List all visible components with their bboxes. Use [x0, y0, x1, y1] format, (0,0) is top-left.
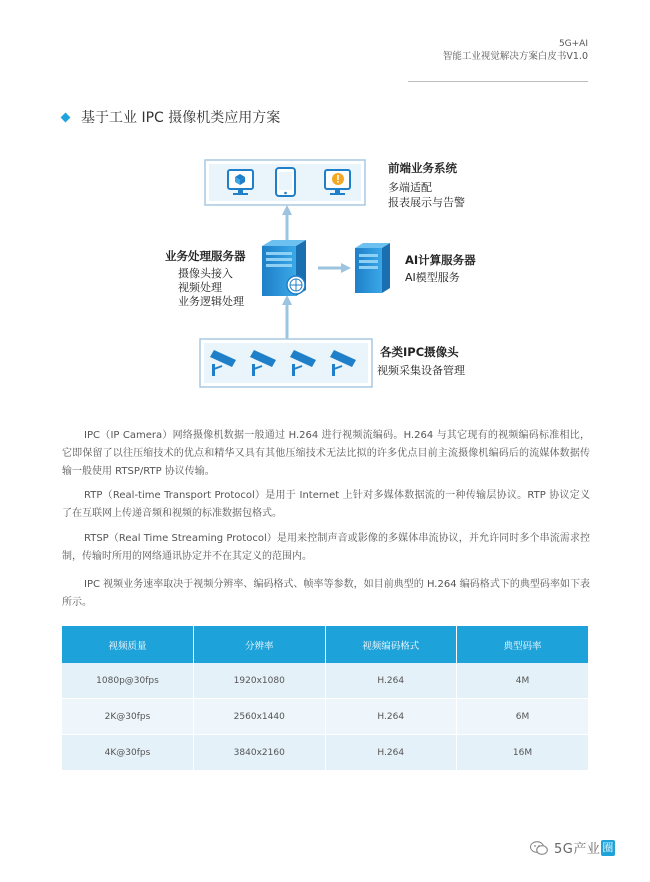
camera-title: 各类IPC摄像头 [380, 345, 459, 359]
ai-server-title: AI计算服务器 [405, 253, 476, 267]
table-cell: H.264 [325, 735, 457, 771]
server-line-1: 摄像头接入 [178, 267, 233, 280]
diagram-graphics [0, 0, 650, 400]
table-cell: 4K@30fps [62, 735, 194, 771]
front-end-title: 前端业务系统 [388, 161, 457, 175]
table-cell: 1920x1080 [194, 663, 326, 699]
paragraph-text: IPC（IP Camera）网络摄像机数据一般通过 H.264 进行视频流编码。H.264 与其它现有的视频编码标准相比，它即保留了以往压缩技术的优点和精华又具有其他压缩技术无法比拟的许多优点目前主流摄像机编码后的流媒体数据传输一般使用 RTSP/RTP 协议传输。 [62, 430, 590, 477]
footer-brand: 5G产业 [554, 842, 601, 857]
paragraph-rtp [62, 487, 590, 523]
header-tag: 5G+AI [558, 39, 588, 49]
front-end-line-1: 多端适配 [388, 181, 432, 194]
table-row [62, 663, 588, 699]
server-line-2: 视频处理 [178, 281, 222, 294]
front-end-line-2: 报表展示与告警 [388, 196, 465, 209]
table-cell: 1080p@30fps [62, 663, 194, 699]
server-line-3: 业务逻辑处理 [178, 295, 244, 308]
footer-badge [601, 840, 615, 856]
footer-badge-label: 圈 [602, 840, 614, 854]
table-row [62, 699, 588, 735]
wechat-icon [530, 841, 548, 855]
header-doc-title: 智能工业视觉解决方案白皮书V1.0 [442, 51, 588, 62]
paragraph-text: RTP（Real-time Transport Protocol）是用于 Internet 上针对多媒体数据流的一种传输层协议。RTP 协议定义了在互联网上传递音频和视频的标准数据包格式。 [62, 490, 590, 519]
paragraph-ipc [62, 427, 590, 481]
table-cell: H.264 [325, 663, 457, 699]
architecture-diagram [0, 0, 650, 400]
section-title: 基于工业 IPC 摄像机类应用方案 [81, 110, 281, 126]
camera-line-1: 视频采集设备管理 [377, 364, 465, 377]
ai-server-line-1: AI模型服务 [405, 271, 460, 284]
column-header: 典型码率 [457, 626, 589, 663]
paragraph-rtsp [62, 530, 590, 566]
table-cell: H.264 [325, 699, 457, 735]
server-title: 业务处理服务器 [165, 249, 246, 263]
paragraph-bitrate [62, 576, 590, 612]
table-cell: 3840x2160 [194, 735, 326, 771]
table-cell: 2560x1440 [194, 699, 326, 735]
table-header-row [62, 626, 588, 663]
bitrate-table [62, 626, 588, 771]
tablet-icon [276, 168, 295, 196]
table-row [62, 735, 588, 771]
table-cell: 16M [457, 735, 589, 771]
paragraph-text: RTSP（Real Time Streaming Protocol）是用来控制声音或影像的多媒体串流协议，并允许同时多个串流需求控制，传输时所用的网络通讯协定并不在其定义的范围内。 [62, 533, 590, 562]
table-cell: 6M [457, 699, 589, 735]
table-cell: 2K@30fps [62, 699, 194, 735]
footer-watermark [530, 838, 615, 857]
paragraph-text: IPC 视频业务速率取决于视频分辨率、编码格式、帧率等参数，如目前典型的 H.264 编码格式下的典型码率如下表所示。 [62, 579, 590, 608]
column-header: 视频编码格式 [325, 626, 457, 663]
table-cell: 4M [457, 663, 589, 699]
column-header: 视频质量 [62, 626, 194, 663]
processing-server-icon [262, 240, 306, 296]
ai-server-icon [355, 243, 390, 293]
column-header: 分辨率 [194, 626, 326, 663]
